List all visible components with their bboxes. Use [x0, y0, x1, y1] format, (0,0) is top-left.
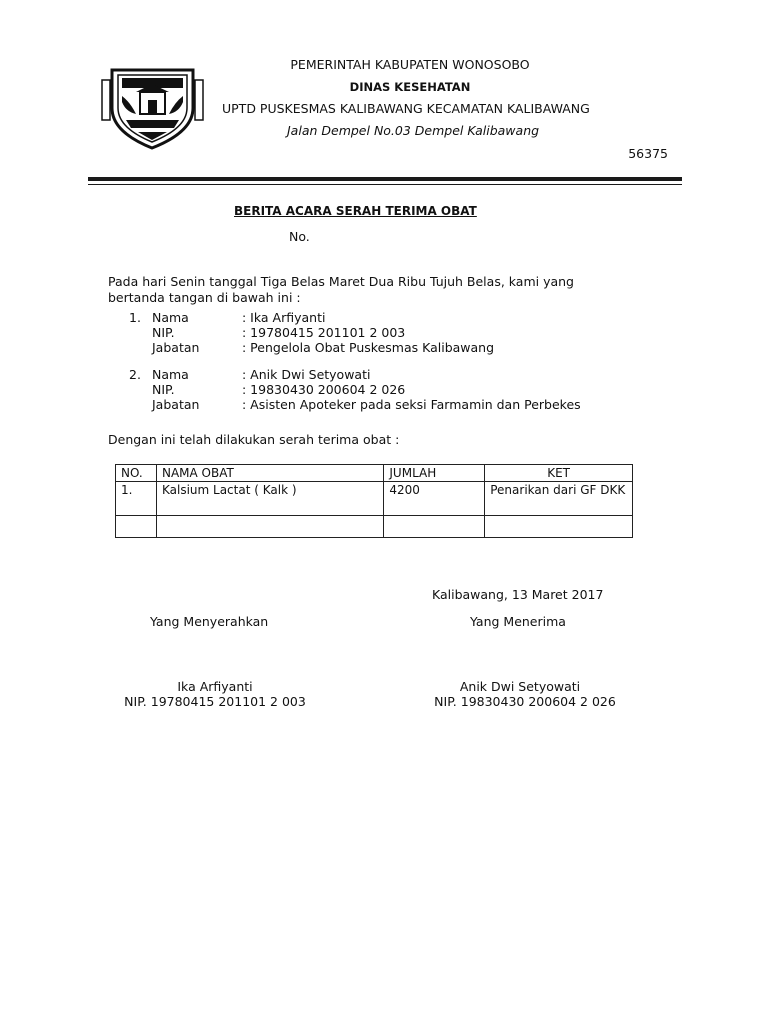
- letterhead-divider-thin: [88, 184, 682, 185]
- table-cell-quantity: 4200: [384, 482, 485, 516]
- handover-table: [115, 464, 633, 538]
- handover-intro: Dengan ini telah dilakukan serah terima obat :: [108, 432, 400, 447]
- party-field-label: NIP.: [152, 382, 175, 397]
- giver-name: Ika Arfiyanti: [177, 679, 253, 694]
- table-header-drug-name: NAMA OBAT: [156, 465, 383, 482]
- party-field-label: Jabatan: [152, 340, 200, 355]
- letterhead-government: PEMERINTAH KABUPATEN WONOSOBO: [290, 57, 530, 72]
- place-and-date: Kalibawang, 13 Maret 2017: [432, 587, 604, 602]
- receiver-nip: NIP. 19830430 200604 2 026: [434, 694, 616, 709]
- party-number: 1.: [129, 310, 141, 325]
- party-field-label: NIP.: [152, 325, 175, 340]
- table-cell-no: 1.: [116, 482, 157, 516]
- party-field-label: Jabatan: [152, 397, 200, 412]
- table-cell-notes: [485, 516, 633, 538]
- giver-nip: NIP. 19780415 201101 2 003: [124, 694, 306, 709]
- table-header-quantity: JUMLAH: [384, 465, 485, 482]
- receiver-label: Yang Menerima: [470, 614, 566, 629]
- table-row: [116, 482, 633, 516]
- letterhead-postcode: 56375: [628, 146, 668, 161]
- table-row: [116, 516, 633, 538]
- table-header-row: [116, 465, 633, 482]
- table-cell-drug-name: [156, 516, 383, 538]
- giver-label: Yang Menyerahkan: [150, 614, 269, 629]
- opening-line-2: bertanda tangan di bawah ini :: [108, 290, 301, 305]
- party-field-value: : Ika Arfiyanti: [242, 310, 326, 325]
- letterhead-divider-thick: [88, 177, 682, 181]
- letterhead-agency: DINAS KESEHATAN: [349, 80, 471, 94]
- table-cell-no: [116, 516, 157, 538]
- document-number-label: No.: [289, 229, 310, 244]
- party-field-value: : 19780415 201101 2 003: [242, 325, 406, 340]
- opening-line-1: Pada hari Senin tanggal Tiga Belas Maret Dua Ribu Tujuh Belas, kami yang: [108, 274, 574, 289]
- party-number: 2.: [129, 367, 141, 382]
- party-field-value: : 19830430 200604 2 026: [242, 382, 406, 397]
- table-cell-notes: Penarikan dari GF DKK: [485, 482, 633, 516]
- party-field-value: : Pengelola Obat Puskesmas Kalibawang: [242, 340, 495, 355]
- document-title: BERITA ACARA SERAH TERIMA OBAT: [234, 204, 477, 218]
- table-cell-quantity: [384, 516, 485, 538]
- party-field-value: : Anik Dwi Setyowati: [242, 367, 371, 382]
- party-field-value: : Asisten Apoteker pada seksi Farmamin dan Perbekes: [242, 397, 581, 412]
- opening-paragraph: [108, 274, 574, 306]
- regency-crest-icon: [100, 62, 205, 152]
- table-header-no: NO.: [116, 465, 157, 482]
- letterhead-unit: UPTD PUSKESMAS KALIBAWANG KECAMATAN KALIBAWANG: [222, 101, 590, 116]
- party-field-label: Nama: [152, 310, 189, 325]
- receiver-name: Anik Dwi Setyowati: [459, 679, 581, 694]
- letterhead-address: Jalan Dempel No.03 Dempel Kalibawang: [287, 123, 540, 138]
- party-field-label: Nama: [152, 367, 189, 382]
- table-cell-drug-name: Kalsium Lactat ( Kalk ): [156, 482, 383, 516]
- table-header-notes: KET: [485, 465, 633, 482]
